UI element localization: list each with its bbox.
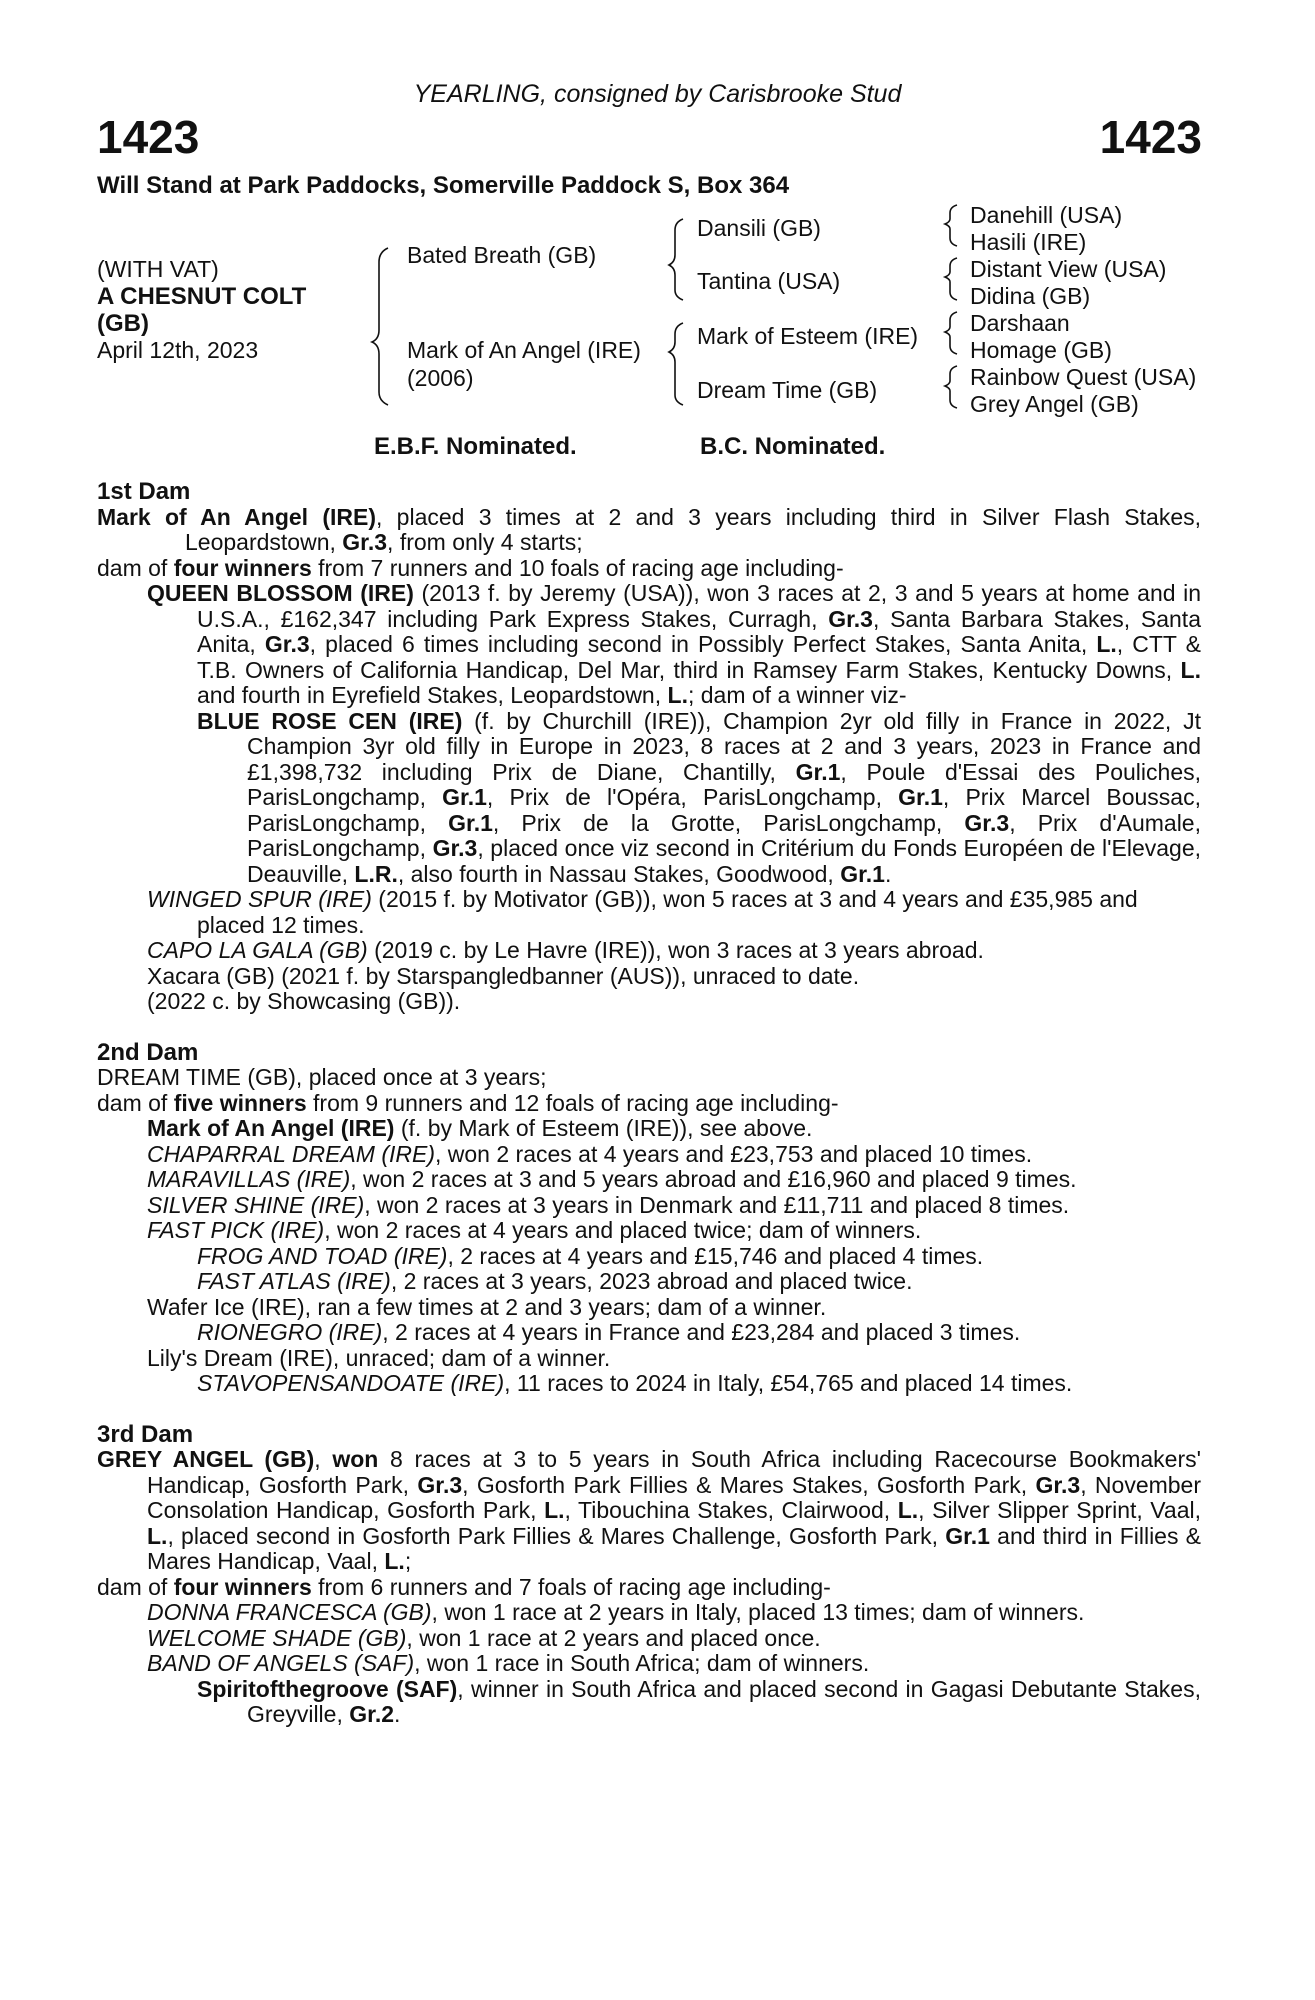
dds: Rainbow Quest (USA) [970,364,1197,390]
sds: Distant View (USA) [970,256,1167,282]
ss-brace [945,205,957,246]
sire-brace [669,219,683,300]
ds-brace [945,312,957,354]
winged-spur-entry: WINGED SPUR (IRE) (2015 f. by Motivator (GB)), won 5 races at 3 and 4 years and £35,985 and placed 12 times. [147,886,1138,938]
bc-nomination: B.C. Nominated. [700,433,886,460]
sire-dam: Tantina (USA) [697,268,841,294]
mark-of-an-angel-entry: Mark of An Angel (IRE) (f. by Mark of Esteem (IRE)), see above. [147,1115,813,1141]
first-dam-produce: dam of four winners from 7 runners and 10 foals of racing age including- [97,554,844,581]
second-dam-heading: 2nd Dam [97,1038,199,1066]
dam-year: (2006) [407,365,474,391]
fast-pick-entry: FAST PICK (IRE), won 2 races at 4 years and placed twice; dam of winners. [147,1217,922,1243]
dam-line-text [97,479,1201,1728]
third-dam-name: GREY ANGEL (GB) [97,1446,315,1472]
subject-name: A CHESNUT COLT [97,283,307,310]
lot-number-left: 1423 [97,111,200,163]
vat-label: (WITH VAT) [97,256,219,282]
dam-sire: Mark of Esteem (IRE) [697,323,919,349]
sire: Bated Breath (GB) [407,242,597,268]
dam: Mark of An Angel (IRE) [407,337,641,363]
third-dam-heading: 3rd Dam [97,1420,194,1448]
lot-number-right: 1423 [1099,111,1202,163]
wafer-ice-entry: Wafer Ice (IRE), ran a few times at 2 and 3 years; dam of a winner. [147,1293,827,1320]
dam-dam: Dream Time (GB) [697,377,878,403]
silver-shine-entry: SILVER SHINE (IRE), won 2 races at 3 years in Denmark and £11,711 and placed 8 times. [147,1191,1070,1218]
stavopensandoate-entry: STAVOPENSANDOATE (IRE), 11 races to 2024 in Italy, £54,765 and placed 14 times. [197,1370,1073,1396]
first-dam-heading: 1st Dam [97,478,191,505]
first-dam-record: Mark of An Angel (IRE), placed 3 times at 2 and 3 years including third in Silver Flash Stakes, Leopardstown, Gr.3, from only 4 starts; [97,503,1201,555]
capo-la-gala-entry: CAPO LA GALA (GB) (2019 c. by Le Havre (IRE)), won 3 races at 3 years abroad. [147,937,984,963]
first-dam-name: Mark of An Angel (IRE) [97,503,376,530]
dss: Darshaan [970,310,1070,336]
maravillas-entry: MARAVILLAS (IRE), won 2 races at 3 and 5 years abroad and £16,960 and placed 9 times. [147,1166,1077,1192]
sdd: Didina (GB) [970,283,1091,309]
foaling-date: April 12th, 2023 [97,337,259,363]
spiritofthegroove-entry: Spiritofthegroove (SAF), winner in South Africa and placed second in Gagasi Debutante Stakes, Greyville, Gr.2. [197,1675,1201,1727]
queen-blossom-name: QUEEN BLOSSOM (IRE) [147,580,414,606]
band-of-angels-entry: BAND OF ANGELS (SAF), won 1 race in South Africa; dam of winners. [147,1650,870,1676]
second-dam-produce: dam of five winners from 9 runners and 12 foals of racing age including- [97,1089,839,1116]
xacara-entry: Xacara (GB) (2021 f. by Starspangledbanner (AUS)), unraced to date. [147,962,860,989]
chaparral-dream-entry: CHAPARRAL DREAM (IRE), won 2 races at 4 years and £23,753 and placed 10 times. [147,1140,1033,1167]
ddd: Grey Angel (GB) [970,391,1139,417]
third-dam-produce: dam of four winners from 6 runners and 7 foals of racing age including- [97,1573,831,1600]
ssd: Hasili (IRE) [970,229,1087,255]
colt-2022-entry: (2022 c. by Showcasing (GB)). [147,988,461,1014]
dd-brace [945,366,957,408]
dsd: Homage (GB) [970,337,1112,363]
blue-rose-cen-entry: BLUE ROSE CEN (IRE) (f. by Churchill (IRE)), Champion 2yr old filly in France in 2022, Jt Champion 3yr old filly in Europe in 2023, 8 races at 2 and 3 years, 2023 in France and £1,398,732 including Prix de Diane, Chantilly, Gr.1, Poule d'Essai des Pouliches, ParisLongchamp, Gr.1, Prix de l'Opéra, ParisLongchamp, Gr.1, Prix Marcel Boussac, ParisLongchamp, Gr.1, Prix de la Grotte, ParisLongchamp, Gr.3, Prix d'Aumale, ParisLongchamp, Gr.3, placed once viz second in Critérium du Fonds Européen de l'Elevage, Deauville, L.R., also fourth in Nassau Stakes, Goodwood, Gr.1. [197,707,1201,887]
donna-francesca-entry: DONNA FRANCESCA (GB), won 1 race at 2 years in Italy, placed 13 times; dam of winners. [147,1599,1085,1625]
ebf-nomination: E.B.F. Nominated. [374,433,577,460]
sire-sire: Dansili (GB) [697,215,821,241]
lilys-dream-entry: Lily's Dream (IRE), unraced; dam of a winner. [147,1344,611,1371]
dam-brace [669,323,683,405]
stand-location: Will Stand at Park Paddocks, Somerville Paddock S, Box 364 [97,172,790,199]
second-dam-record: DREAM TIME (GB), placed once at 3 years; [97,1064,547,1090]
subject-name-country: (GB) [97,310,149,337]
third-dam-record: GREY ANGEL (GB), won 8 races at 3 to 5 years in South Africa including Racecourse Bookmakers' Handicap, Gosforth Park, Gr.3, Gosforth Park Fillies & Mares Stakes, Gosforth Park, Gr.3, November Consolation Handicap, Gosforth Park, L., Tibouchina Stakes, Clairwood, L., Silver Slipper Sprint, Vaal, L., placed second in Gosforth Park Fillies & Mares Challenge, Gosforth Park, Gr.1 and third in Fillies & Mares Handicap, Vaal, L.; [97,1446,1202,1574]
gen1-brace [372,248,388,405]
fast-atlas-entry: FAST ATLAS (IRE), 2 races at 3 years, 2023 abroad and placed twice. [197,1268,913,1294]
rionegro-entry: RIONEGRO (IRE), 2 races at 4 years in France and £23,284 and placed 3 times. [197,1319,1021,1345]
catalogue-subtitle: YEARLING, consigned by Carisbrooke Stud [413,80,902,108]
sd-brace [945,258,957,300]
frog-and-toad-entry: FROG AND TOAD (IRE), 2 races at 4 years and £15,746 and placed 4 times. [197,1242,984,1269]
queen-blossom-entry: QUEEN BLOSSOM (IRE) (2013 f. by Jeremy (USA)), won 3 races at 2, 3 and 5 years at home and in U.S.A., £162,347 including Park Express Stakes, Curragh, Gr.3, Santa Barbara Stakes, Santa Anita, Gr.3, placed 6 times including second in Possibly Perfect Stakes, Santa Anita, L., CTT & T.B. Owners of California Handicap, Del Mar, third in Ramsey Farm Stakes, Kentucky Downs, L. and fourth in Eyrefield Stakes, Leopardstown, L.; dam of a winner viz- [147,580,1201,708]
sss: Danehill (USA) [970,202,1123,228]
welcome-shade-entry: WELCOME SHADE (GB), won 1 race at 2 years and placed once. [147,1624,821,1651]
blue-rose-cen-name: BLUE ROSE CEN (IRE) [197,707,463,734]
